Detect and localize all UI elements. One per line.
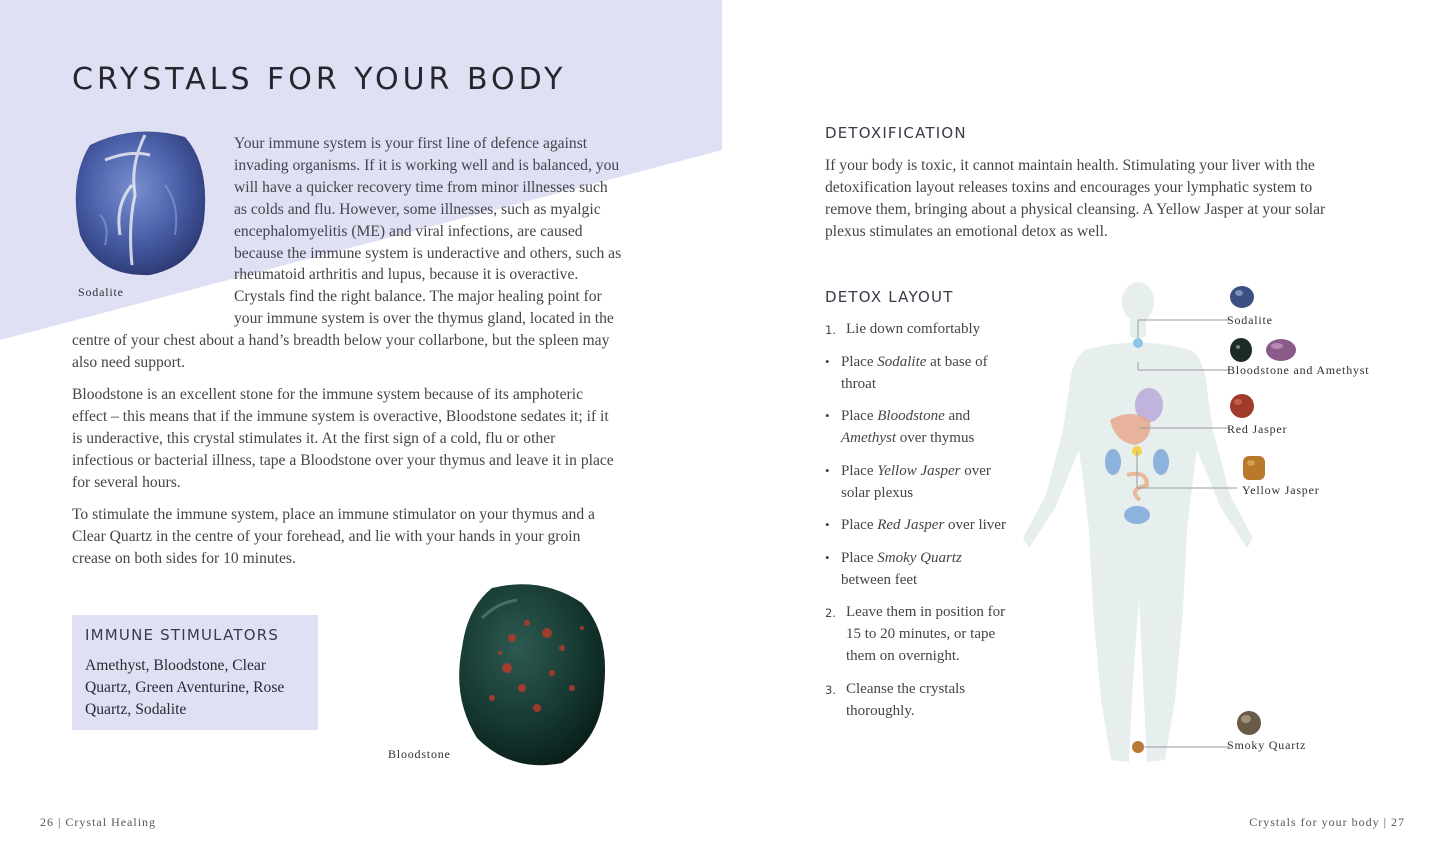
list-item: • Place Yellow Jasper over solar plexus xyxy=(825,462,991,501)
amethyst-diagram-stone xyxy=(1264,337,1298,363)
immune-stimulators-heading: IMMUNE STIMULATORS xyxy=(85,626,280,644)
red-jasper-diagram-stone xyxy=(1228,392,1256,420)
list-item: • Place Sodalite at base of throat xyxy=(825,353,988,392)
intro-paragraph xyxy=(72,133,622,374)
bloodstone-amethyst-diagram-label: Bloodstone and Amethyst xyxy=(1227,363,1370,377)
smoky-quartz-diagram-label: Smoky Quartz xyxy=(1227,738,1307,752)
list-item: • Place Bloodstone and Amethyst over thymus xyxy=(825,408,975,446)
detoxification-text: If your body is toxic, it cannot maintain health. Stimulating your liver with the detoxification layout releases toxins and encourages your lymphatic system to remove them, bringing about a physical cleansing. A Yellow Jasper at your solar plexus stimulates an emotional detox as well. xyxy=(825,157,1326,240)
yellow-jasper-diagram-stone xyxy=(1241,454,1267,482)
left-footer: 26 | Crystal Healing xyxy=(40,815,157,829)
detoxification-heading: DETOXIFICATION xyxy=(825,124,967,142)
right-footer: Crystals for your body | 27 xyxy=(1249,815,1405,829)
stimulate-paragraph: To stimulate the immune system, place an immune stimulator on your thymus and a Clear Quartz in the centre of your forehead, and lie with your hands in your groin crease on both sides for 10 minutes. xyxy=(72,506,595,567)
bloodstone-stone-image xyxy=(452,578,617,773)
immune-stimulators-box xyxy=(72,615,318,730)
detox-layout-heading: DETOX LAYOUT xyxy=(825,288,954,306)
smoky-quartz-diagram-stone xyxy=(1235,709,1263,737)
list-item: 3. Cleanse the crystals thoroughly. xyxy=(825,680,966,719)
bloodstone-diagram-stone xyxy=(1228,337,1256,363)
list-item: 1. Lie down comfortably xyxy=(825,321,981,337)
red-jasper-diagram-label: Red Jasper xyxy=(1227,422,1288,436)
sodalite-caption: Sodalite xyxy=(78,285,124,299)
bloodstone-caption: Bloodstone xyxy=(388,747,451,761)
yellow-jasper-diagram-label: Yellow Jasper xyxy=(1242,483,1320,497)
detox-steps-list xyxy=(825,318,1015,732)
bloodstone-paragraph: Bloodstone is an excellent stone for the immune system because of its amphoteric effect – this means that if the immune system is overactive, Bloodstone sedates it; if it is underactive, this crystal stimulates it. At the first sign of a cold, flu or other infectious or bacterial illness, tape a Bloodstone over your thymus and leave it in place for several hours. xyxy=(72,386,614,491)
list-item: 2. Leave them in position for 15 to 20 minutes, or tape them on overnight. xyxy=(825,604,1006,664)
list-item: • Place Red Jasper over liver xyxy=(825,517,1006,533)
list-item: • Place Smoky Quartz between feet xyxy=(825,549,962,588)
intro-paragraph-text: Your immune system is your first line of defence against invading organisms. If it is working well and is balanced, you will have a quicker recovery time from minor illnesses such as colds and flu. However, some illnesses, such as myalgic encephalomyelitis (ME) and viral infections, are caused because the immune system is underactive and others, such as rheumatoid arthritis and lupus, because it is overactive. Crystals find the right balance. The major healing point for your immune system is over the thymus gland, located in the centre of your chest about a hand’s breadth below your collarbone, but the spleen may also need support. xyxy=(72,135,622,372)
immune-stimulators-list: Amethyst, Bloodstone, Clear Quartz, Green Aventurine, Rose Quartz, Sodalite xyxy=(85,657,285,718)
sodalite-diagram-label: Sodalite xyxy=(1227,313,1273,327)
page-title: CRYSTALS FOR YOUR BODY xyxy=(72,62,567,97)
sodalite-diagram-stone xyxy=(1228,284,1256,310)
